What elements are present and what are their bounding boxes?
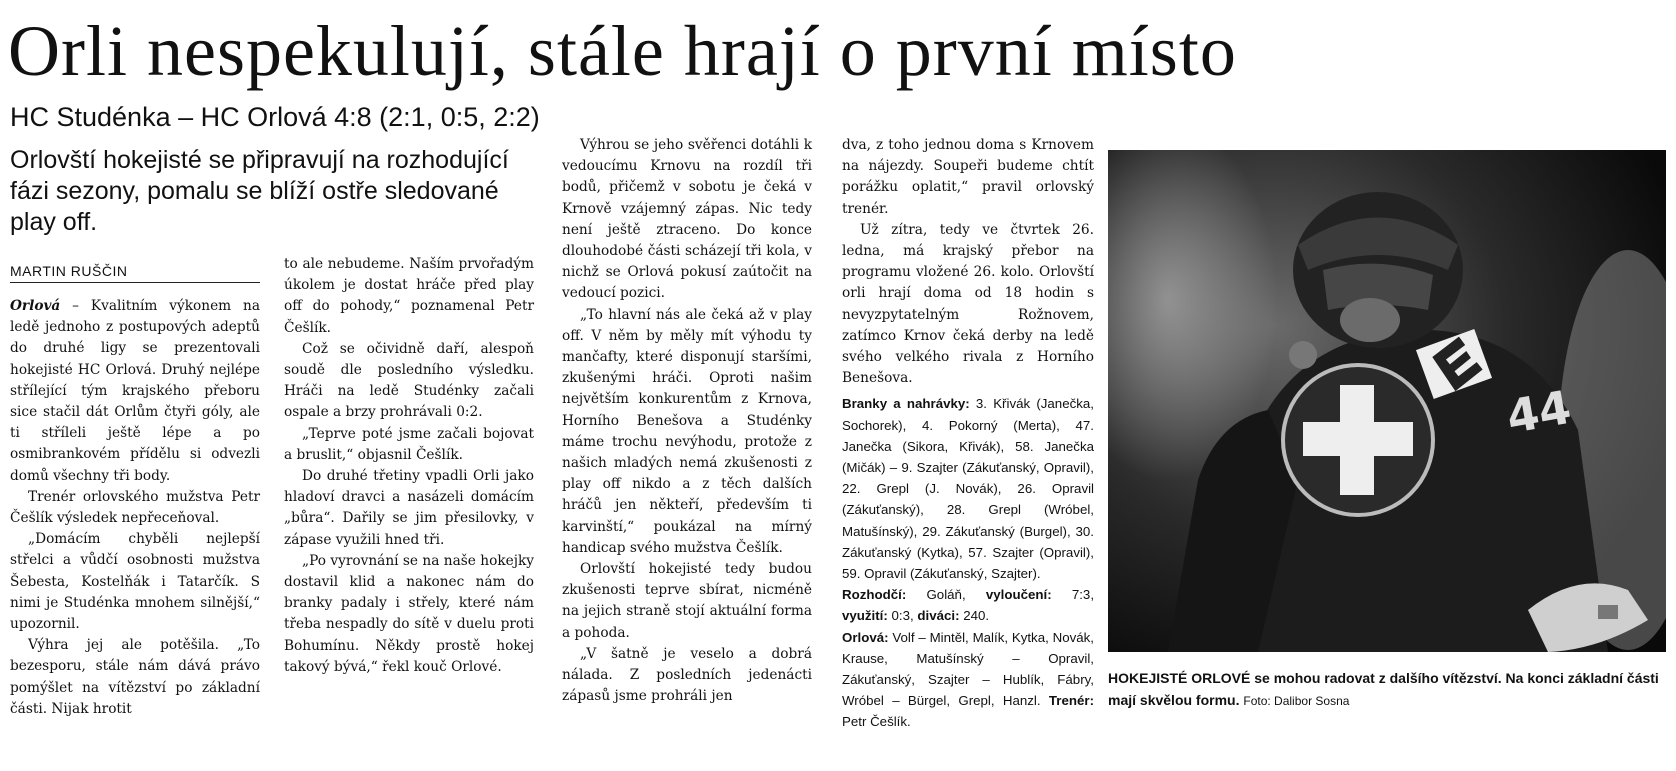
article-column-3 bbox=[562, 135, 812, 707]
perex: Orlovští hokejisté se připravují na rozhodující fázi sezony, pomalu se blíží ostře sledované play off. bbox=[10, 146, 509, 236]
article-paragraph: Výhra jej ale potěšila. „To bezesporu, stále nám dává právo pomýšlet na vítězství po základní části. Nijak hrotit bbox=[10, 637, 260, 717]
photo-caption bbox=[1108, 667, 1668, 712]
article-paragraph: „To hlavní nás ale čeká až v play off. V něm by měly mít výhodu ty mančafty, které disponují staršími, zkušenými hráči. Oproti našim největším konkurentům z Krnova, Horního Benešova a Studénky máme trochu nevýhodu, protože z našich mladých nemá zkušenosti z play off nikdo a z těch dalších hráčů jen někteří, především ti karvinští,“ poukázal na mírný handicap svého mužstva Češlík. bbox=[562, 306, 812, 556]
article-paragraph: dva, z toho jednou doma s Krnovem na nájezdy. Soupeři budeme chtít porážku oplatit,“ pravil orlovský trenér. bbox=[842, 137, 1094, 217]
goals-stat bbox=[842, 393, 1094, 584]
lead-place: Orlová bbox=[10, 298, 61, 314]
stat-value: 7:3, bbox=[1071, 587, 1095, 603]
stat-value: Volf – Mintěl, Malík, Kytka, Novák, Krause, Matušínský – Opravil, Zákuťanský, Szajter – Hublík, Fábry, Wróbel – Bürgel, Grepl, Hanzl. bbox=[842, 629, 1094, 709]
stat-value: Goláň, bbox=[926, 587, 966, 603]
article-paragraph: to ale nebudeme. Naším prvořadým úkolem je dostat hráče před play off do pohody,“ poznamenal Petr Češlík. bbox=[284, 256, 534, 336]
stat-label: využití: bbox=[842, 608, 888, 624]
caption-text: se mohou radovat z dalšího vítězství. Na konci základní části mají skvělou formu. bbox=[1108, 670, 1659, 708]
stat-label: Branky a nahrávky: bbox=[842, 396, 970, 412]
hockey-player-photo bbox=[1108, 150, 1666, 652]
article-column-2 bbox=[284, 254, 534, 678]
stat-value: 3. Křivák (Janečka, Sochorek), 4. Pokorný (Merta), 47. Janečka (Sikora, Křivák), 58. Janečka (Mičák) – 9. Szajter (Zákuťanský, Opravil), 22. Grepl (J. Novák), 26. Opravil (Zákuťanský), 28. Grepl (Wróbel, Matušínský), 29. Zákuťanský (Burgel), 30. Zákuťanský (Kytka), 57. Szajter (Opravil), 59. Opravil (Zákuťanský, Szajter). bbox=[842, 396, 1094, 582]
score-line: HC Studénka – HC Orlová 4:8 (2:1, 0:5, 2:2) bbox=[10, 102, 540, 132]
caption-lead: HOKEJISTÉ ORLOVÉ bbox=[1108, 670, 1251, 686]
match-stats bbox=[842, 393, 1094, 732]
article-text: – Kvalitním výkonem na ledě jednoho z postupových adeptů do druhé ligy se prezentovali hokejisté HC Orlová. Druhý nejlépe střílející tým krajského přeboru sice stačil dát Orlům čtyři góly, ale ti stříleli ještě lépe a po osmibrankovém přídělu si odvezli domů všechny tři body. bbox=[10, 298, 260, 484]
stat-value: Petr Češlík. bbox=[842, 714, 911, 730]
byline: MARTIN RUŠČIN bbox=[10, 262, 260, 283]
article-paragraph: Do druhé třetiny vpadli Orli jako hladoví dravci a nasázeli domácím „bůra“. Dařily se jim přesilovky, v zápase využili hned tři. bbox=[284, 468, 534, 548]
article-paragraph: „Po vyrovnání se na naše hokejky dostavil klid a nakonec nám do branky padaly i střely, které nám třeba nespadly do sítě v duelu proti Bohumínu. Někdy prostě hokej takový bývá,“ řekl kouč Orlové. bbox=[284, 552, 534, 675]
jersey-number: 44 bbox=[1502, 379, 1575, 445]
article-paragraph: „V šatně je veselo a dobrá nálada. Z posledních jedenácti zápasů jsme prohráli jen bbox=[562, 645, 812, 705]
stat-label: Trenér: bbox=[1048, 693, 1094, 709]
stat-value: 240. bbox=[963, 608, 990, 624]
article-paragraph: Trenér orlovského mužstva Petr Češlík výsledek nepřeceňoval. bbox=[10, 488, 260, 527]
stat-label: diváci: bbox=[917, 608, 960, 624]
article-paragraph: Orlovští hokejisté tedy budou zkušenosti teprve sbírat, nicméně na jejich straně stojí aktuální forma a pohoda. bbox=[562, 561, 812, 641]
article-paragraph: Už zítra, tedy ve čtvrtek 26. ledna, má krajský přebor na programu vložené 26. kolo. Orlovští orli hrají doma od 18 hodin s nevyzpytatelným Rožnovem, zatímco Krnov čeká derby na ledě svého velkého rivala z Horního Benešova. bbox=[842, 221, 1094, 387]
photo-credit: Foto: Dalibor Sosna bbox=[1243, 694, 1350, 708]
headline: Orli nespekulují, stále hrají o první místo bbox=[8, 11, 1237, 91]
hockey-player-illustration bbox=[1108, 150, 1666, 652]
article-column-4 bbox=[842, 135, 1094, 733]
article-paragraph: „Teprve poté jsme začali bojovat a bruslit,“ objasnil Češlík. bbox=[284, 425, 534, 463]
article-paragraph: Výhrou se jeho svěřenci dotáhli k vedoucímu Krnovu na rozdíl tři bodů, přičemž v sobotu je čeká v Krnově vzájemný zápas. Nic tedy není ještě ztraceno. Do konce dlouhodobé části scházejí tři kola, v nichž se Orlová pokusí zaútočit na vedoucí pozici. bbox=[562, 137, 812, 302]
stat-label: vyloučení: bbox=[985, 587, 1052, 603]
lineup-stat bbox=[842, 627, 1094, 733]
article-paragraph bbox=[10, 296, 260, 487]
article-paragraph: Což se očividně daří, alespoň soudě dle posledního výsledku. Hráči na ledě Studénky začali ospale a brzy prohrávali 0:2. bbox=[284, 340, 534, 421]
stat-label: Rozhodčí: bbox=[842, 587, 907, 603]
article-paragraph: „Domácím chyběli nejlepší střelci a vůdčí osobnosti mužstva Šebesta, Kostelňák i Tatarčík. S nimi je Studénka mnohem silnější,“ upozornil. bbox=[10, 531, 260, 633]
stat-value: 0:3, bbox=[891, 608, 914, 624]
stat-label: Orlová: bbox=[842, 629, 889, 645]
article-column-1 bbox=[10, 296, 260, 720]
officials-stat bbox=[842, 584, 1094, 626]
